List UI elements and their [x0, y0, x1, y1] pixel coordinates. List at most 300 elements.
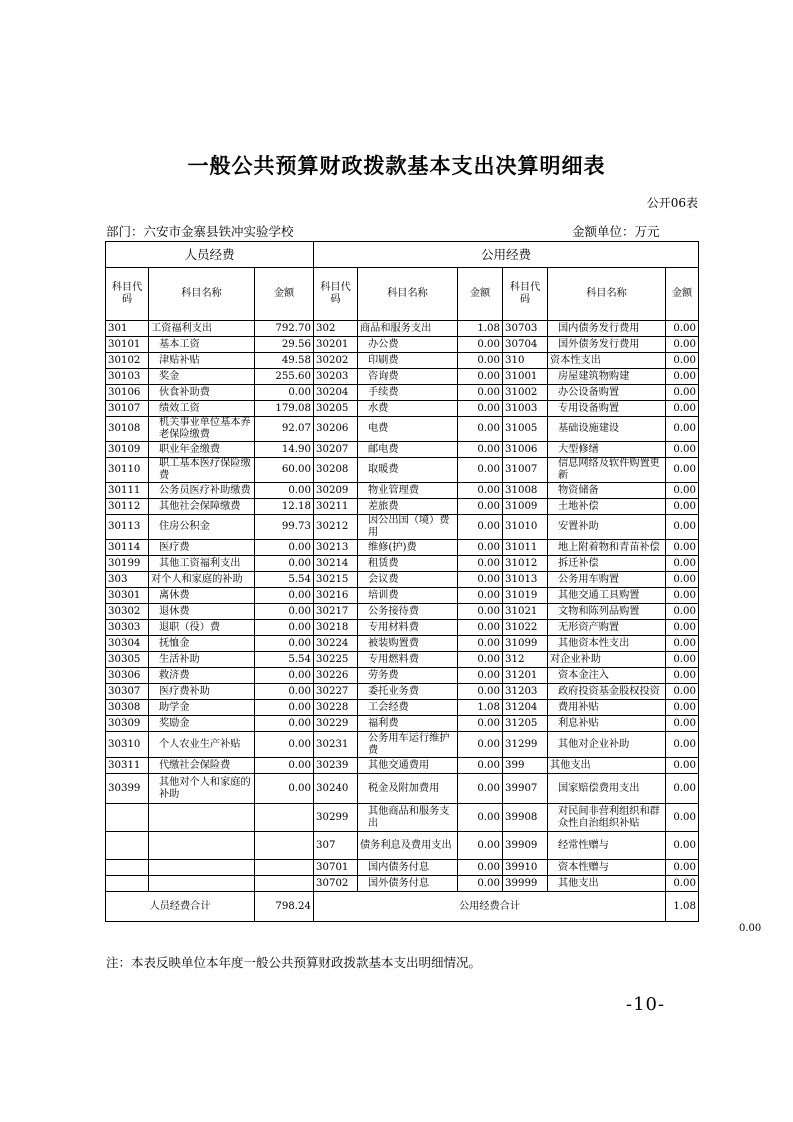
name-cell: 因公出国（境）费用 [358, 515, 458, 540]
table-row [106, 353, 699, 369]
code-cell: 31001 [503, 369, 548, 385]
code-cell: 30224 [314, 636, 358, 652]
amount-cell: 0.00 [666, 668, 699, 684]
amount-cell: 0.00 [666, 604, 699, 620]
name-cell [149, 832, 255, 860]
code-cell: 31003 [503, 401, 548, 417]
amount-cell: 0.00 [458, 716, 503, 732]
name-cell: 无形资产购置 [548, 620, 666, 636]
name-cell: 医疗费补助 [149, 684, 255, 700]
name-cell: 印刷费 [358, 353, 458, 369]
amount-cell: 60.00 [255, 458, 314, 483]
name-cell: 安置补助 [548, 515, 666, 540]
amount-cell: 0.00 [666, 321, 699, 337]
name-cell: 公务员医疗补助缴费 [149, 483, 255, 499]
amount-cell: 0.00 [255, 700, 314, 716]
amount-cell: 12.18 [255, 499, 314, 515]
amount-cell: 179.08 [255, 401, 314, 417]
code-cell: 30204 [314, 385, 358, 401]
amount-cell: 0.00 [666, 774, 699, 804]
name-cell: 对企业补助 [548, 652, 666, 668]
code-cell: 30703 [503, 321, 548, 337]
code-cell: 30304 [106, 636, 149, 652]
code-cell: 307 [314, 832, 358, 860]
name-cell: 国内债务发行费用 [548, 321, 666, 337]
amount-cell: 0.00 [458, 620, 503, 636]
amount-cell: 0.00 [666, 353, 699, 369]
name-cell: 电费 [358, 417, 458, 442]
code-cell: 31006 [503, 442, 548, 458]
name-cell: 福利费 [358, 716, 458, 732]
name-cell: 其他社会保障缴费 [149, 499, 255, 515]
amount-cell: 0.00 [666, 337, 699, 353]
amount-cell: 0.00 [458, 572, 503, 588]
header-amount: 金额 [255, 268, 314, 321]
amount-cell [255, 832, 314, 860]
table-row [106, 700, 699, 716]
amount-cell: 0.00 [255, 758, 314, 774]
table-row [106, 804, 699, 832]
code-cell: 30106 [106, 385, 149, 401]
code-cell [106, 804, 149, 832]
table-row [106, 483, 699, 499]
code-cell: 30199 [106, 556, 149, 572]
code-cell: 30299 [314, 804, 358, 832]
name-cell [149, 804, 255, 832]
name-cell: 基本工资 [149, 337, 255, 353]
code-cell: 31012 [503, 556, 548, 572]
code-cell: 30225 [314, 652, 358, 668]
name-cell: 其他商品和服务支出 [358, 804, 458, 832]
table-row [106, 684, 699, 700]
code-cell: 31201 [503, 668, 548, 684]
name-cell: 文物和陈列品购置 [548, 604, 666, 620]
code-cell: 39907 [503, 774, 548, 804]
code-cell: 31005 [503, 417, 548, 442]
code-cell: 30212 [314, 515, 358, 540]
code-cell: 30108 [106, 417, 149, 442]
amount-cell: 0.00 [458, 483, 503, 499]
amount-cell: 0.00 [666, 652, 699, 668]
name-cell: 退职（役）费 [149, 620, 255, 636]
amount-cell: 0.00 [255, 636, 314, 652]
amount-cell: 5.54 [255, 572, 314, 588]
personnel-total-amount: 798.24 [255, 892, 314, 922]
expenditure-table [105, 241, 699, 922]
code-cell [106, 832, 149, 860]
code-cell: 31008 [503, 483, 548, 499]
code-cell: 39909 [503, 832, 548, 860]
amount-cell: 0.00 [458, 668, 503, 684]
amount-cell: 0.00 [666, 385, 699, 401]
name-cell: 个人农业生产补贴 [149, 732, 255, 758]
amount-cell: 0.00 [458, 556, 503, 572]
name-cell: 资本金注入 [548, 668, 666, 684]
header-code: 科目代码 [106, 268, 149, 321]
amount-cell: 0.00 [458, 458, 503, 483]
name-cell: 津贴补贴 [149, 353, 255, 369]
amount-cell: 0.00 [458, 515, 503, 540]
name-cell: 退休费 [149, 604, 255, 620]
table-row [106, 369, 699, 385]
amount-cell: 0.00 [458, 860, 503, 876]
name-cell: 维修(护)费 [358, 540, 458, 556]
name-cell: 资本性支出 [548, 353, 666, 369]
amount-cell: 0.00 [666, 572, 699, 588]
code-cell: 30231 [314, 732, 358, 758]
amount-cell: 14.90 [255, 442, 314, 458]
amount-cell: 0.00 [666, 832, 699, 860]
amount-cell: 0.00 [458, 774, 503, 804]
amount-cell: 255.60 [255, 369, 314, 385]
amount-cell: 0.00 [458, 588, 503, 604]
code-cell: 30217 [314, 604, 358, 620]
amount-cell: 0.00 [666, 684, 699, 700]
code-cell: 31010 [503, 515, 548, 540]
name-cell: 培训费 [358, 588, 458, 604]
code-cell: 39910 [503, 860, 548, 876]
name-cell: 绩效工资 [149, 401, 255, 417]
name-cell: 经常性赠与 [548, 832, 666, 860]
amount-cell: 0.00 [666, 458, 699, 483]
code-cell: 30240 [314, 774, 358, 804]
table-row [106, 499, 699, 515]
table-row [106, 716, 699, 732]
table-row [106, 668, 699, 684]
amount-cell: 0.00 [458, 832, 503, 860]
code-cell: 30109 [106, 442, 149, 458]
name-cell: 专用燃料费 [358, 652, 458, 668]
amount-cell [255, 876, 314, 892]
code-cell: 30305 [106, 652, 149, 668]
name-cell: 政府投资基金股权投资 [548, 684, 666, 700]
table-row [106, 876, 699, 892]
table-row [106, 458, 699, 483]
table-row [106, 385, 699, 401]
amount-cell: 0.00 [458, 604, 503, 620]
code-cell: 303 [106, 572, 149, 588]
name-cell: 费用补贴 [548, 700, 666, 716]
table-row [106, 620, 699, 636]
header-code: 科目代码 [314, 268, 358, 321]
header-amount: 金额 [458, 268, 503, 321]
code-cell: 30110 [106, 458, 149, 483]
name-cell: 住房公积金 [149, 515, 255, 540]
name-cell: 专用设备购置 [548, 401, 666, 417]
name-cell: 工资福利支出 [149, 321, 255, 337]
amount-cell: 0.00 [666, 540, 699, 556]
amount-cell: 0.00 [458, 684, 503, 700]
header-name: 科目名称 [548, 268, 666, 321]
amount-cell: 0.00 [458, 540, 503, 556]
code-cell: 30307 [106, 684, 149, 700]
table-row [106, 588, 699, 604]
code-cell: 30308 [106, 700, 149, 716]
name-cell: 委托业务费 [358, 684, 458, 700]
name-cell: 物业管理费 [358, 483, 458, 499]
code-cell: 30704 [503, 337, 548, 353]
amount-unit-label: 金额单位：万元 [572, 224, 660, 239]
table-row [106, 540, 699, 556]
code-cell: 31205 [503, 716, 548, 732]
amount-cell: 0.00 [666, 716, 699, 732]
code-cell: 31013 [503, 572, 548, 588]
amount-cell: 0.00 [666, 732, 699, 758]
amount-cell: 0.00 [458, 652, 503, 668]
amount-cell [255, 804, 314, 832]
name-cell: 对个人和家庭的补助 [149, 572, 255, 588]
amount-cell: 0.00 [458, 876, 503, 892]
name-cell: 被装购置费 [358, 636, 458, 652]
name-cell: 国内债务付息 [358, 860, 458, 876]
name-cell: 机关事业单位基本养老保险缴费 [149, 417, 255, 442]
amount-cell: 0.00 [666, 515, 699, 540]
name-cell: 劳务费 [358, 668, 458, 684]
table-row [106, 832, 699, 860]
amount-cell: 0.00 [458, 636, 503, 652]
code-cell: 30207 [314, 442, 358, 458]
name-cell: 商品和服务支出 [358, 321, 458, 337]
amount-cell: 0.00 [458, 442, 503, 458]
name-cell: 房屋建筑物购建 [548, 369, 666, 385]
header-name: 科目名称 [149, 268, 255, 321]
name-cell: 专用材料费 [358, 620, 458, 636]
amount-cell: 0.00 [255, 385, 314, 401]
amount-cell: 0.00 [666, 876, 699, 892]
amount-cell: 0.00 [458, 385, 503, 401]
amount-cell: 0.00 [255, 732, 314, 758]
amount-cell: 0.00 [255, 604, 314, 620]
name-cell: 大型修缮 [548, 442, 666, 458]
amount-cell: 0.00 [255, 556, 314, 572]
amount-cell: 0.00 [666, 804, 699, 832]
name-cell: 资本性赠与 [548, 860, 666, 876]
name-cell: 代缴社会保险费 [149, 758, 255, 774]
amount-cell: 792.70 [255, 321, 314, 337]
name-cell: 土地补偿 [548, 499, 666, 515]
code-cell: 30205 [314, 401, 358, 417]
code-cell: 31204 [503, 700, 548, 716]
amount-cell: 0.00 [666, 417, 699, 442]
name-cell: 办公设备购置 [548, 385, 666, 401]
amount-cell: 0.00 [255, 540, 314, 556]
amount-cell: 1.08 [458, 700, 503, 716]
code-cell: 30302 [106, 604, 149, 620]
name-cell: 其他交通工具购置 [548, 588, 666, 604]
name-cell: 会议费 [358, 572, 458, 588]
code-cell: 30206 [314, 417, 358, 442]
name-cell: 生活补助 [149, 652, 255, 668]
code-cell: 312 [503, 652, 548, 668]
amount-cell: 0.00 [666, 483, 699, 499]
amount-cell [255, 860, 314, 876]
name-cell: 水费 [358, 401, 458, 417]
code-cell: 30214 [314, 556, 358, 572]
code-cell: 39999 [503, 876, 548, 892]
table-row [106, 758, 699, 774]
code-cell: 30216 [314, 588, 358, 604]
name-cell: 职工基本医疗保险缴费 [149, 458, 255, 483]
name-cell: 公务接待费 [358, 604, 458, 620]
table-row [106, 572, 699, 588]
name-cell: 职业年金缴费 [149, 442, 255, 458]
footnote: 注：本表反映单位本年度一般公共预算财政拨款基本支出明细情况。 [106, 955, 482, 970]
code-cell: 30103 [106, 369, 149, 385]
code-cell: 30239 [314, 758, 358, 774]
code-cell: 31002 [503, 385, 548, 401]
code-cell: 31022 [503, 620, 548, 636]
amount-cell: 0.00 [666, 369, 699, 385]
code-cell: 30301 [106, 588, 149, 604]
page-title: 一般公共预算财政拨款基本支出决算明细表 [187, 153, 606, 178]
code-cell: 30215 [314, 572, 358, 588]
group-header-personnel: 人员经费 [106, 242, 314, 268]
name-cell: 地上附着物和青苗补偿 [548, 540, 666, 556]
table-row [106, 860, 699, 876]
name-cell: 邮电费 [358, 442, 458, 458]
name-cell: 伙食补助费 [149, 385, 255, 401]
amount-cell: 0.00 [666, 700, 699, 716]
code-cell: 310 [503, 353, 548, 369]
name-cell: 国家赔偿费用支出 [548, 774, 666, 804]
amount-cell: 0.00 [255, 588, 314, 604]
name-cell: 公务用车购置 [548, 572, 666, 588]
code-cell: 30114 [106, 540, 149, 556]
code-cell: 30228 [314, 700, 358, 716]
table-row [106, 604, 699, 620]
name-cell [149, 860, 255, 876]
amount-cell: 0.00 [458, 499, 503, 515]
code-cell: 30201 [314, 337, 358, 353]
name-cell: 信息网络及软件购置更新 [548, 458, 666, 483]
table-row [106, 556, 699, 572]
amount-cell: 0.00 [458, 417, 503, 442]
name-cell: 咨询费 [358, 369, 458, 385]
code-cell: 31019 [503, 588, 548, 604]
amount-cell: 0.00 [458, 337, 503, 353]
amount-cell: 0.00 [458, 369, 503, 385]
code-cell: 30102 [106, 353, 149, 369]
amount-cell: 0.00 [458, 353, 503, 369]
code-cell: 31009 [503, 499, 548, 515]
header-amount: 金额 [666, 268, 699, 321]
amount-cell: 0.00 [255, 483, 314, 499]
code-cell: 30701 [314, 860, 358, 876]
code-cell: 31203 [503, 684, 548, 700]
name-cell: 公务用车运行维护费 [358, 732, 458, 758]
table-row [106, 515, 699, 540]
amount-cell: 0.00 [255, 620, 314, 636]
amount-cell: 5.54 [255, 652, 314, 668]
name-cell: 办公费 [358, 337, 458, 353]
amount-cell: 0.00 [255, 684, 314, 700]
code-cell: 31299 [503, 732, 548, 758]
code-cell: 31021 [503, 604, 548, 620]
code-cell: 30111 [106, 483, 149, 499]
header-code: 科目代码 [503, 268, 548, 321]
name-cell: 抚恤金 [149, 636, 255, 652]
code-cell: 31099 [503, 636, 548, 652]
code-cell: 30306 [106, 668, 149, 684]
code-cell: 30229 [314, 716, 358, 732]
name-cell: 国外债务发行费用 [548, 337, 666, 353]
name-cell: 物资储备 [548, 483, 666, 499]
name-cell: 其他资本性支出 [548, 636, 666, 652]
name-cell: 其他支出 [548, 758, 666, 774]
code-cell: 30107 [106, 401, 149, 417]
amount-cell: 0.00 [666, 442, 699, 458]
public-total-amount: 1.08 [666, 892, 699, 922]
code-cell [106, 876, 149, 892]
code-cell: 30213 [314, 540, 358, 556]
code-cell: 30227 [314, 684, 358, 700]
code-cell: 31007 [503, 458, 548, 483]
code-cell: 30226 [314, 668, 358, 684]
table-row [106, 652, 699, 668]
amount-cell: 0.00 [458, 804, 503, 832]
form-number: 公开06表 [646, 196, 698, 210]
amount-cell: 0.00 [666, 556, 699, 572]
name-cell: 其他交通费用 [358, 758, 458, 774]
code-cell: 30209 [314, 483, 358, 499]
code-cell: 30303 [106, 620, 149, 636]
outside-total-amount: 0.00 [739, 923, 762, 934]
name-cell: 其他对企业补助 [548, 732, 666, 758]
page-number: -10- [626, 994, 666, 1015]
code-cell: 30208 [314, 458, 358, 483]
header-name: 科目名称 [358, 268, 458, 321]
amount-cell: 0.00 [666, 401, 699, 417]
code-cell: 30101 [106, 337, 149, 353]
name-cell: 取暖费 [358, 458, 458, 483]
name-cell: 国外债务付息 [358, 876, 458, 892]
table-row [106, 442, 699, 458]
name-cell: 基础设施建设 [548, 417, 666, 442]
code-cell: 30202 [314, 353, 358, 369]
amount-cell: 99.73 [255, 515, 314, 540]
amount-cell: 0.00 [255, 716, 314, 732]
name-cell: 差旅费 [358, 499, 458, 515]
code-cell: 30112 [106, 499, 149, 515]
code-cell: 30203 [314, 369, 358, 385]
amount-cell: 0.00 [458, 401, 503, 417]
name-cell: 租赁费 [358, 556, 458, 572]
amount-cell: 29.56 [255, 337, 314, 353]
department-label: 部门：六安市金寨县铁冲实验学校 [106, 224, 294, 239]
name-cell: 拆迁补偿 [548, 556, 666, 572]
table-row [106, 401, 699, 417]
name-cell: 其他支出 [548, 876, 666, 892]
code-cell [106, 860, 149, 876]
name-cell: 离休费 [149, 588, 255, 604]
table-row [106, 321, 699, 337]
amount-cell: 49.58 [255, 353, 314, 369]
code-cell: 30211 [314, 499, 358, 515]
amount-cell: 0.00 [458, 732, 503, 758]
table-row [106, 337, 699, 353]
name-cell: 债务利息及费用支出 [358, 832, 458, 860]
amount-cell: 0.00 [666, 620, 699, 636]
code-cell: 31011 [503, 540, 548, 556]
amount-cell: 0.00 [666, 499, 699, 515]
name-cell: 救济费 [149, 668, 255, 684]
amount-cell: 1.08 [458, 321, 503, 337]
code-cell: 399 [503, 758, 548, 774]
code-cell: 30113 [106, 515, 149, 540]
code-cell: 30399 [106, 774, 149, 804]
name-cell: 对民间非营利组织和群众性自治组织补贴 [548, 804, 666, 832]
code-cell: 301 [106, 321, 149, 337]
